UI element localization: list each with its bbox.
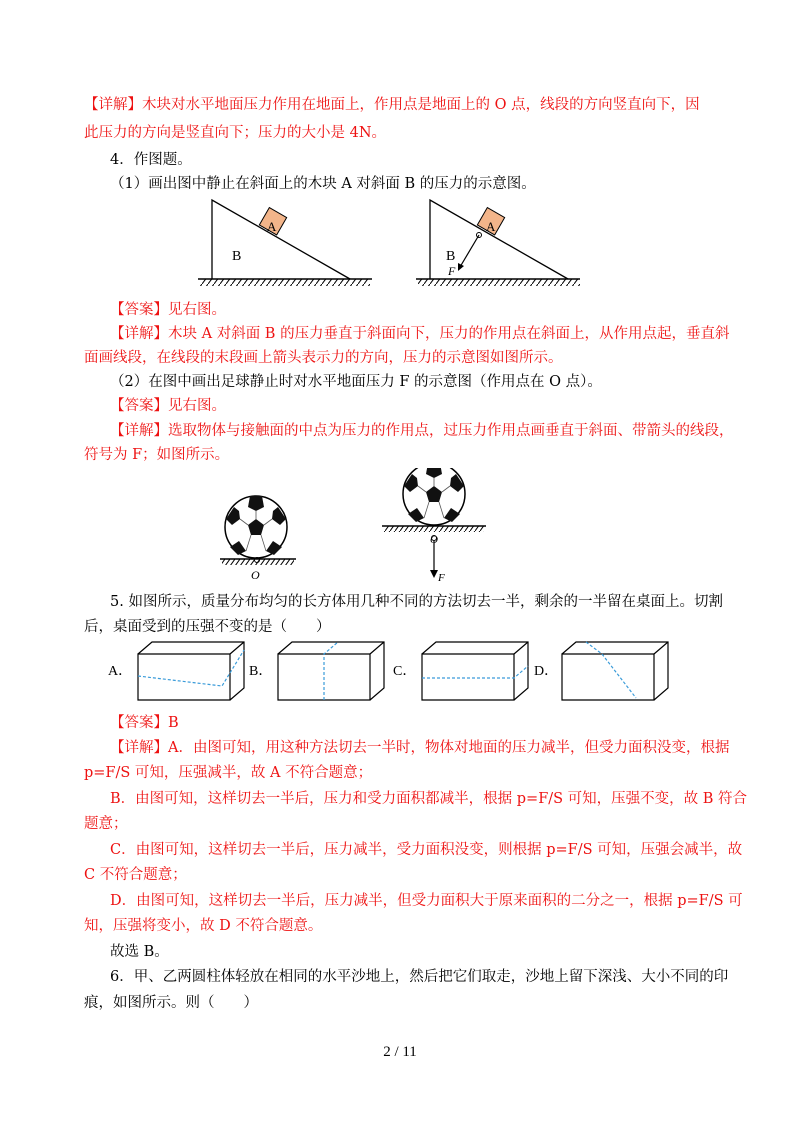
force-arrow (460, 235, 479, 267)
detail-2: 【详解】选取物体与接触面的中点为压力的作用点，过压力作用点画垂直于斜面、带箭头的线段， (110, 423, 734, 439)
detail-5-c: C 不符合题意； (84, 867, 187, 883)
answer-5: 【答案】B (110, 715, 179, 731)
detail-5-d: 知，压强将变小，故 D 不符合题意。 (84, 918, 323, 934)
box-b (278, 642, 384, 700)
question-4: 4．作图题。 (110, 152, 192, 168)
question-5: 5. 如图所示，质量分布均匀的长方体用几种不同的方法切去一半，剩余的一半留在桌面上。切割 (110, 594, 723, 610)
detail-5-b: B．由图可知，这样切去一半后，压力和受力面积都减半，根据 p=F/S 可知，压强不变，故 B 符合 (110, 791, 748, 807)
detail-5-a: p=F/S 可知，压强减半，故 A 不符合题意； (84, 765, 373, 781)
soccer-ball-left (220, 496, 296, 582)
slope-label: B (446, 249, 456, 264)
option-c-label: C． (393, 664, 417, 679)
answer-1: 【答案】见右图。 (110, 302, 226, 318)
soccer-figure (200, 468, 490, 586)
detail-5-c: C．由图可知，这样切去一半后，压力减半，受力面积没变，则根据 p=F/S 可知，压强会减半，故 (110, 842, 743, 858)
box-a (138, 642, 244, 700)
force-label: F (438, 572, 445, 584)
answer-2: 【答案】见右图。 (110, 398, 226, 414)
point-label: O (430, 534, 438, 546)
detail-5-a: 【详解】A．由图可知，用这种方法切去一半时，物体对地面的压力减半，但受力面积没变，根据 (110, 740, 730, 756)
detail-2: 符号为 F；如图所示。 (84, 447, 230, 463)
soccer-ball-right (382, 468, 486, 584)
question-6: 痕，如图所示。则（ ） (84, 995, 258, 1011)
choice-text: 故选 B。 (110, 944, 169, 960)
incline-left (198, 200, 372, 286)
option-d-label: D． (534, 664, 559, 679)
detail-text: 【详解】木块对水平地面压力作用在地面上，作用点是地面上的 O 点，线段的方向竖直向下，因 (84, 97, 700, 113)
detail-5-b: 题意； (84, 816, 128, 832)
question-4-2: （2）在图中画出足球静止时对水平地面压力 F 的示意图（作用点在 O 点）。 (110, 374, 602, 390)
incline-right (416, 200, 580, 286)
option-a-label: A． (108, 664, 133, 679)
detail-5-d: D．由图可知，这样切去一半后，压力减半，但受力面积大于原来面积的二分之一，根据 p=F/S 可 (110, 893, 743, 909)
detail-text: 此压力的方向是竖直向下；压力的大小是 4N。 (84, 125, 387, 141)
page-number: 2 / 11 (383, 1044, 417, 1060)
incline-figure (190, 196, 580, 291)
point-label: O (251, 568, 260, 582)
question-5: 后，桌面受到的压强不变的是（ ） (84, 619, 331, 635)
block-label: A (486, 219, 496, 234)
box-c (422, 642, 528, 700)
detail-1: 面画线段，在线段的末段画上箭头表示力的方向，压力的示意图如图所示。 (84, 350, 563, 366)
box-d (562, 642, 668, 700)
slope-label: B (232, 249, 242, 264)
question-6: 6．甲、乙两圆柱体轻放在相同的水平沙地上，然后把它们取走，沙地上留下深浅、大小不同的印 (110, 969, 729, 985)
detail-1: 【详解】木块 A 对斜面 B 的压力垂直于斜面向下，压力的作用点在斜面上，从作用点起，垂直斜 (110, 326, 730, 342)
option-b-label: B． (249, 664, 273, 679)
force-label: F (448, 264, 456, 278)
cut-boxes-figure (106, 638, 696, 708)
block-label: A (267, 219, 277, 234)
question-4-1: （1）画出图中静止在斜面上的木块 A 对斜面 B 的压力的示意图。 (110, 176, 536, 192)
